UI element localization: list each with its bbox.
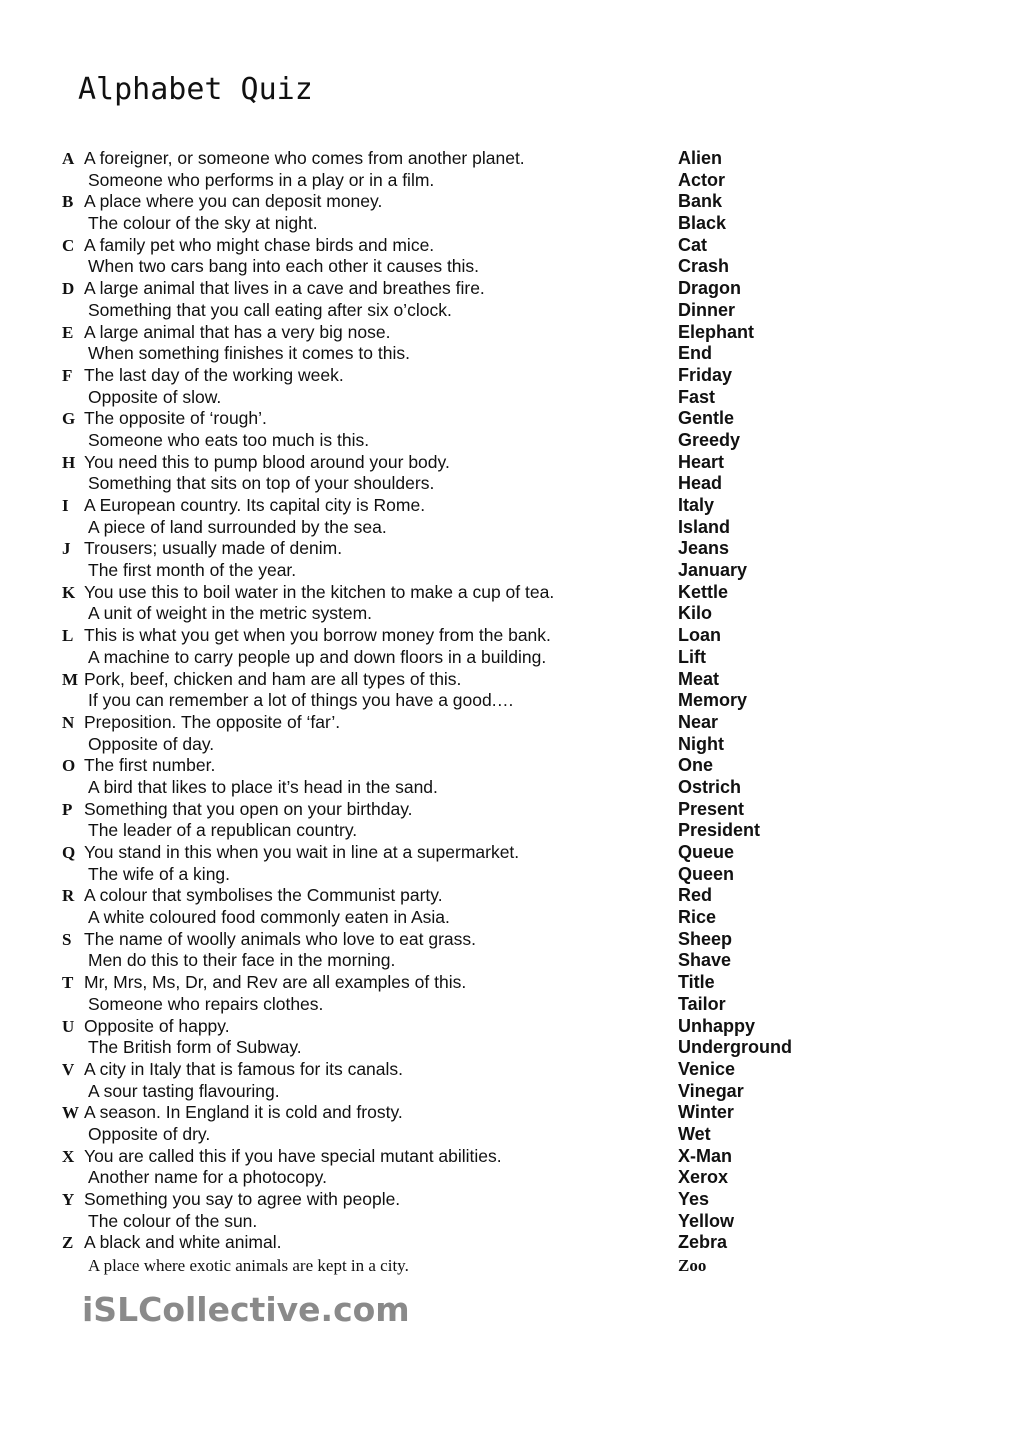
quiz-letter: L [62, 626, 74, 646]
quiz-row [0, 1167, 1018, 1189]
quiz-clue: A place where you can deposit money. [84, 191, 383, 212]
quiz-answer: Loan [678, 625, 721, 646]
quiz-clue: Another name for a photocopy. [88, 1167, 327, 1188]
quiz-clue: If you can remember a lot of things you have a good.… [88, 690, 515, 711]
quiz-letter: E [62, 322, 74, 342]
quiz-answer: Wet [678, 1123, 711, 1144]
quiz-row [0, 560, 1018, 582]
quiz-clue: When two cars bang into each other it causes this. [88, 256, 480, 277]
quiz-letter: Y [62, 1190, 75, 1209]
quiz-clue: Trousers; usually made of denim. [84, 538, 343, 559]
page-title: Alphabet Quiz [78, 72, 313, 107]
quiz-clue: A piece of land surrounded by the sea. [88, 516, 387, 537]
quiz-answer: Bank [678, 191, 723, 212]
quiz-clue: This is what you get when you borrow money from the bank. [84, 625, 551, 646]
quiz-clue: A black and white animal. [84, 1232, 282, 1253]
quiz-clue: The colour of the sun. [88, 1210, 258, 1231]
quiz-row [0, 170, 1018, 192]
quiz-answer: Present [678, 798, 745, 819]
quiz-list [0, 148, 1018, 1277]
quiz-row [0, 669, 1018, 691]
quiz-row [0, 1016, 1018, 1038]
quiz-answer: Gentle [678, 408, 735, 429]
quiz-letter: D [62, 279, 75, 299]
quiz-clue: A European country. Its capital city is Rome. [84, 495, 426, 515]
watermark-logo: iSLCollective.com [82, 1290, 410, 1329]
quiz-clue: Preposition. The opposite of ‘far’. [84, 711, 341, 732]
quiz-clue: Opposite of dry. [88, 1123, 211, 1144]
quiz-letter: G [62, 409, 76, 429]
quiz-answer: Zoo [678, 1256, 707, 1276]
quiz-row [0, 1255, 1018, 1277]
quiz-row [0, 885, 1018, 907]
quiz-row [0, 235, 1018, 257]
quiz-letter: C [62, 235, 75, 255]
quiz-letter: O [62, 756, 76, 776]
quiz-answer: One [678, 755, 714, 776]
quiz-answer: Friday [678, 364, 733, 385]
quiz-answer: Rice [678, 907, 717, 928]
quiz-letter: B [62, 192, 74, 212]
quiz-answer: Winter [678, 1102, 734, 1123]
quiz-letter: R [62, 886, 75, 906]
quiz-row [0, 278, 1018, 300]
quiz-letter: T [62, 973, 74, 993]
quiz-clue: Opposite of day. [88, 733, 215, 754]
quiz-clue: The first number. [84, 755, 216, 776]
quiz-clue: The last day of the working week. [84, 364, 344, 385]
quiz-row [0, 734, 1018, 756]
quiz-row [0, 148, 1018, 170]
quiz-clue: When something finishes it comes to this. [88, 343, 410, 364]
quiz-row [0, 408, 1018, 430]
quiz-clue: Something that sits on top of your shoulders. [88, 473, 435, 494]
quiz-answer: Cat [678, 234, 708, 255]
quiz-letter: Z [62, 1233, 74, 1253]
quiz-answer: Sheep [678, 928, 733, 949]
quiz-row [0, 712, 1018, 734]
quiz-clue: You use this to boil water in the kitchen to make a cup of tea. [84, 581, 555, 602]
quiz-letter: K [62, 582, 76, 602]
quiz-answer: Actor [678, 169, 726, 190]
quiz-clue: The opposite of ‘rough’. [84, 408, 267, 429]
quiz-clue: Something that you open on your birthday. [84, 798, 413, 819]
quiz-answer: Kettle [678, 581, 729, 602]
quiz-answer: Night [678, 733, 724, 754]
quiz-row [0, 495, 1018, 517]
quiz-answer: Queen [678, 863, 735, 884]
quiz-answer: Red [678, 885, 713, 906]
quiz-letter: I [62, 496, 69, 515]
quiz-clue: A machine to carry people up and down floors in a building. [88, 646, 547, 667]
quiz-row [0, 625, 1018, 647]
quiz-answer: Yellow [678, 1210, 735, 1231]
quiz-row [0, 300, 1018, 322]
quiz-letter: N [62, 712, 75, 732]
quiz-row [0, 1081, 1018, 1103]
quiz-clue: Pork, beef, chicken and ham are all types of this. [84, 668, 462, 689]
quiz-row [0, 191, 1018, 213]
quiz-clue: A sour tasting flavouring. [88, 1080, 280, 1101]
quiz-letter: S [62, 929, 72, 949]
quiz-letter: A [62, 149, 75, 168]
quiz-answer: Yes [678, 1189, 710, 1209]
quiz-row [0, 538, 1018, 560]
quiz-row [0, 387, 1018, 409]
quiz-answer: Unhappy [678, 1015, 756, 1036]
quiz-answer: Queue [678, 842, 735, 862]
quiz-answer: January [678, 560, 748, 581]
quiz-answer: Ostrich [678, 776, 742, 797]
quiz-answer: Elephant [678, 321, 755, 342]
quiz-clue: Opposite of happy. [84, 1015, 230, 1036]
quiz-answer: Title [678, 972, 715, 993]
quiz-clue: A white coloured food commonly eaten in Asia. [88, 907, 450, 928]
quiz-row [0, 647, 1018, 669]
quiz-clue: Mr, Mrs, Ms, Dr, and Rev are all examples of this. [84, 972, 467, 993]
quiz-row [0, 1059, 1018, 1081]
quiz-clue: The British form of Subway. [88, 1037, 302, 1058]
quiz-clue: A colour that symbolises the Communist party. [84, 885, 443, 906]
quiz-letter: F [62, 365, 73, 385]
quiz-row [0, 365, 1018, 387]
quiz-row [0, 907, 1018, 929]
quiz-answer: Heart [678, 451, 725, 472]
quiz-row [0, 343, 1018, 365]
quiz-row [0, 430, 1018, 452]
quiz-row [0, 1189, 1018, 1211]
quiz-answer: Venice [678, 1058, 736, 1079]
quiz-clue: Someone who repairs clothes. [88, 993, 324, 1014]
quiz-row [0, 690, 1018, 712]
quiz-letter: P [62, 799, 73, 819]
quiz-row [0, 1232, 1018, 1254]
quiz-row [0, 1037, 1018, 1059]
quiz-answer: President [678, 820, 761, 841]
quiz-clue: A bird that likes to place it’s head in the sand. [88, 776, 438, 797]
quiz-row [0, 603, 1018, 625]
quiz-answer: Memory [678, 690, 748, 711]
quiz-clue: You are called this if you have special mutant abilities. [84, 1145, 502, 1166]
quiz-row [0, 777, 1018, 799]
quiz-row [0, 994, 1018, 1016]
quiz-clue: The leader of a republican country. [88, 820, 358, 841]
quiz-row [0, 473, 1018, 495]
quiz-row [0, 1102, 1018, 1124]
quiz-answer: End [678, 343, 712, 364]
quiz-row [0, 972, 1018, 994]
quiz-answer: Xerox [678, 1167, 729, 1188]
quiz-answer: Head [678, 473, 723, 494]
quiz-answer: Greedy [678, 429, 741, 450]
quiz-answer: Italy [678, 495, 715, 515]
quiz-letter: W [62, 1103, 79, 1123]
quiz-clue: Something you say to agree with people. [84, 1189, 401, 1209]
quiz-clue: The first month of the year. [88, 560, 297, 581]
quiz-clue: Men do this to their face in the morning. [88, 950, 396, 971]
quiz-clue: Someone who performs in a play or in a film. [88, 169, 435, 190]
quiz-clue: The wife of a king. [88, 863, 231, 884]
quiz-row [0, 799, 1018, 821]
quiz-clue: A unit of weight in the metric system. [88, 603, 373, 624]
quiz-answer: Black [678, 213, 727, 234]
quiz-answer: X-Man [678, 1145, 732, 1166]
quiz-letter: M [62, 669, 79, 689]
quiz-clue: You need this to pump blood around your body. [84, 451, 450, 472]
quiz-answer: Shave [678, 950, 732, 971]
quiz-clue: Opposite of slow. [88, 386, 222, 407]
quiz-row [0, 1124, 1018, 1146]
quiz-letter: J [62, 539, 71, 559]
quiz-answer: Dragon [678, 278, 741, 299]
quiz-letter: H [62, 452, 76, 472]
quiz-row [0, 322, 1018, 344]
quiz-answer: Lift [678, 646, 706, 667]
quiz-clue: Something that you call eating after six o’clock. [88, 299, 452, 320]
quiz-letter: X [62, 1146, 75, 1166]
quiz-row [0, 820, 1018, 842]
quiz-answer: Fast [678, 386, 716, 407]
quiz-row [0, 842, 1018, 864]
quiz-answer: Kilo [678, 603, 712, 624]
quiz-answer: Dinner [678, 299, 736, 320]
quiz-answer: Tailor [678, 993, 726, 1014]
quiz-row [0, 213, 1018, 235]
quiz-row [0, 517, 1018, 539]
quiz-answer: Jeans [678, 538, 730, 559]
quiz-row [0, 1211, 1018, 1233]
quiz-answer: Vinegar [678, 1080, 744, 1101]
quiz-answer: Near [678, 711, 719, 732]
quiz-answer: Meat [678, 668, 720, 689]
quiz-clue: A place where exotic animals are kept in a city. [88, 1256, 409, 1276]
quiz-row [0, 452, 1018, 474]
quiz-answer: Underground [678, 1037, 792, 1058]
quiz-letter: V [62, 1059, 75, 1079]
quiz-row [0, 929, 1018, 951]
quiz-row [0, 582, 1018, 604]
quiz-clue: The colour of the sky at night. [88, 213, 318, 234]
quiz-answer: Alien [678, 148, 723, 168]
quiz-clue: A city in Italy that is famous for its canals. [84, 1058, 404, 1079]
quiz-row [0, 950, 1018, 972]
quiz-clue: Someone who eats too much is this. [88, 429, 370, 450]
quiz-clue: You stand in this when you wait in line at a supermarket. [84, 842, 520, 862]
quiz-clue: A season. In England it is cold and frosty. [84, 1102, 403, 1123]
quiz-clue: A large animal that has a very big nose. [84, 321, 391, 342]
quiz-letter: U [62, 1016, 75, 1036]
quiz-row [0, 755, 1018, 777]
quiz-row [0, 864, 1018, 886]
quiz-clue: A large animal that lives in a cave and breathes fire. [84, 278, 485, 299]
quiz-clue: A foreigner, or someone who comes from another planet. [84, 148, 525, 168]
quiz-row [0, 1146, 1018, 1168]
quiz-clue: The name of woolly animals who love to eat grass. [84, 928, 476, 949]
quiz-row [0, 256, 1018, 278]
quiz-letter: Q [62, 843, 76, 862]
quiz-answer: Crash [678, 256, 730, 277]
quiz-answer: Zebra [678, 1232, 728, 1253]
quiz-answer: Island [678, 516, 731, 537]
quiz-clue: A family pet who might chase birds and mice. [84, 234, 435, 255]
